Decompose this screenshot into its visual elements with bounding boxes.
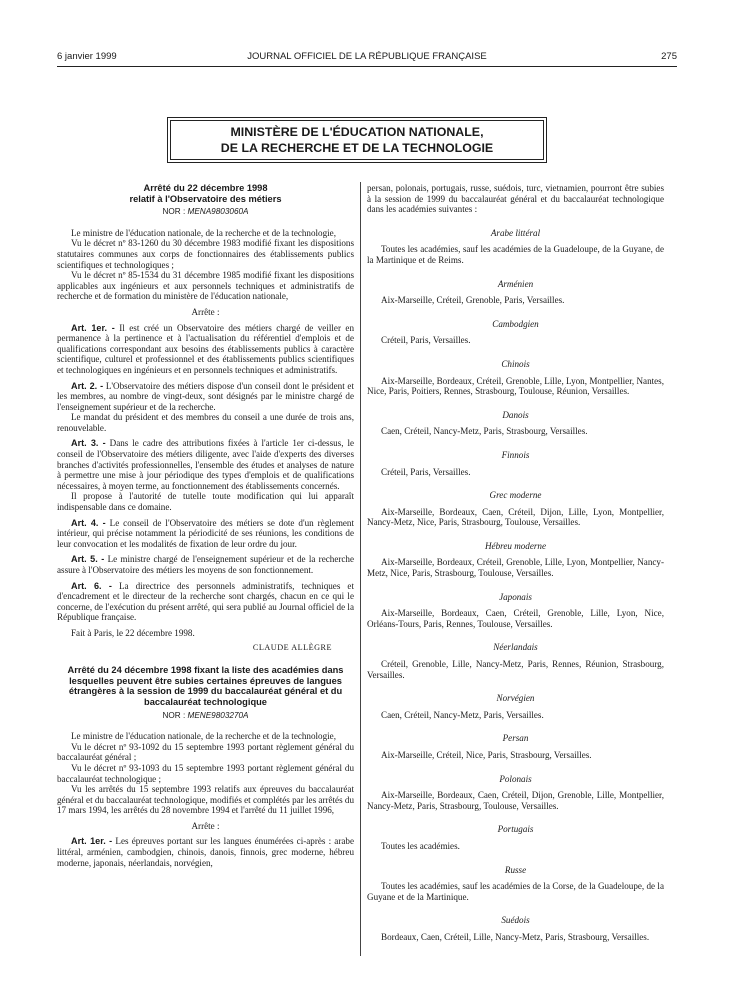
language-heading: Norvégien xyxy=(496,693,535,704)
decree1-article-2-cont: Le mandat du président et des membres du conseil a une durée de trois ans, renouvelable. xyxy=(57,412,354,433)
academy-list: Aix-Marseille, Bordeaux, Créteil, Grenoble, Lille, Lyon, Montpellier, Nantes, Nice, Paris, Poitiers, Rennes, Strasbourg, Toulouse, Réunion, Versailles. xyxy=(367,375,664,397)
article-text: Les épreuves portant sur les langues énumérées ci-après : arabe littéral, arménien, cambodgien, chinois, danois, finnois, grec moderne, hébreu moderne, japonais, néerlandais, norvégien, xyxy=(57,836,354,868)
decree2-nor-code: MENE9803270A xyxy=(187,710,249,720)
language-heading: Persan xyxy=(502,733,529,744)
ministry-box xyxy=(170,120,544,160)
language-heading: Néerlandais xyxy=(493,642,538,653)
article-label: Art. 1er. - xyxy=(71,322,115,333)
decree1-nor-label: NOR : xyxy=(162,207,186,217)
decree1-article-2 xyxy=(57,381,354,413)
academy-list: Caen, Créteil, Nancy-Metz, Paris, Versailles. xyxy=(381,709,544,720)
language-heading: Japonais xyxy=(499,591,532,602)
article-label: Art. 6. - xyxy=(71,580,112,591)
language-heading: Portugais xyxy=(497,824,534,835)
decree1-article-6 xyxy=(57,581,354,623)
article-label: Art. 2. - xyxy=(71,380,104,391)
decree1-nor-code: MENA9803060A xyxy=(187,207,249,217)
article-text: Le ministre chargé de l'enseignement supérieur et de la recherche assure à l'Observatoire des métiers les moyens de son fonctionnement. xyxy=(57,554,355,575)
decree1-visa-2: Vu le décret nº 85-1534 du 31 décembre 1985 modifié fixant les dispositions applicables aux ingénieurs et aux personnels techniques et administratifs de recherche et de formation du ministère de l'éducation nationale, xyxy=(57,270,354,302)
decree1-article-1 xyxy=(57,323,354,376)
language-heading: Polonais xyxy=(499,773,532,784)
right-column xyxy=(367,183,664,943)
article-text: Dans le cadre des attributions fixées à l'article 1er ci-dessus, le conseil de l'Observatoire des métiers diligente, avec l'aide d'experts des diverses branches d'activités professionnelles, l'ensemble des études et analyses de nature à permettre une mise à jour périodique des types d'emplois et de qualifications nécessaires, à moyen terme, au fonctionnement des établissements concernés. xyxy=(57,438,355,491)
decree1-title-line-2: relatif à l'Observatoire des métiers xyxy=(129,193,282,204)
decree2-title: Arrêté du 24 décembre 1998 fixant la liste des académies dans lesquelles peuvent être subies certaines épreuves de langues étrangères à la session de 1999 du baccalauréat général et du baccalauréat technologique xyxy=(67,665,344,707)
academy-list: Aix-Marseille, Bordeaux, Caen, Créteil, Grenoble, Lille, Lyon, Nice, Orléans-Tours, Paris, Rennes, Toulouse, Versailles. xyxy=(367,608,664,629)
academy-list: Aix-Marseille, Bordeaux, Caen, Créteil, Dijon, Grenoble, Lille, Montpellier, Nancy-Metz, Paris, Strasbourg, Toulouse, Versailles. xyxy=(367,790,664,811)
decree1-nor xyxy=(57,207,354,218)
journal-title: JOURNAL OFFICIEL DE LA RÉPUBLIQUE FRANÇAISE xyxy=(247,51,487,62)
page-header xyxy=(57,51,677,65)
academy-list: Aix-Marseille, Créteil, Grenoble, Paris, Versailles. xyxy=(381,295,565,306)
language-heading: Russe xyxy=(504,864,527,875)
article-label: Art. 4. - xyxy=(71,517,106,528)
decree1-title-line-1: Arrêté du 22 décembre 1998 xyxy=(143,183,268,193)
decree1-done: Fait à Paris, le 22 décembre 1998. xyxy=(71,627,195,638)
decree2-nor xyxy=(57,711,354,722)
decree1-article-5 xyxy=(57,554,354,575)
article-text: La directrice des personnels administratifs, techniques et d'encadrement et le directeur de la recherche sont chargés, chacun en ce qui le concerne, de l'exécution du présent arrêté, qui sera publié au Journal officiel de la République française. xyxy=(57,580,354,623)
article-label: Art. 1er. - xyxy=(71,836,113,847)
academy-list: Toutes les académies, sauf les académies de la Guadeloupe, de la Guyane, de la Martinique et de Reims. xyxy=(367,244,664,265)
academy-list: Toutes les académies, sauf les académies de la Corse, de la Guadeloupe, de la Guyane et de la Martinique. xyxy=(367,881,664,902)
decree2-article-1 xyxy=(57,836,354,868)
academy-list: Bordeaux, Caen, Créteil, Lille, Nancy-Metz, Paris, Strasbourg, Versailles. xyxy=(381,931,650,942)
academy-list: Créteil, Paris, Versailles. xyxy=(381,466,471,477)
decree2-arrete: Arrête : xyxy=(191,820,220,831)
language-heading: Danois xyxy=(502,409,529,420)
decree2-visa-2: Vu le décret nº 93-1093 du 15 septembre 1993 portant règlement général du baccalauréat technologique ; xyxy=(57,762,354,784)
ministry-line-2: DE LA RECHERCHE ET DE LA TECHNOLOGIE xyxy=(220,141,494,155)
decree2-article-1-cont: persan, polonais, portugais, russe, suédois, turc, vietnamien, pourront être subies à la session de 1999 du baccalauréat général et du baccalauréat technologique dans les académies suivantes : xyxy=(367,183,664,215)
decree2-nor-label: NOR : xyxy=(162,710,186,720)
language-list xyxy=(367,228,664,943)
language-heading: Arménien xyxy=(497,278,534,289)
academy-list: Créteil, Grenoble, Lille, Nancy-Metz, Paris, Rennes, Réunion, Strasbourg, Versailles. xyxy=(367,659,664,680)
issue-date: 6 janvier 1999 xyxy=(57,51,117,62)
academy-list: Créteil, Paris, Versailles. xyxy=(381,335,471,346)
left-column xyxy=(57,183,354,868)
decree1-article-3-cont: Il propose à l'autorité de tutelle toute modification qui lui apparaît indispensable dans ce domaine. xyxy=(57,491,354,513)
language-heading: Finnois xyxy=(501,449,530,460)
ministry-line-1: MINISTÈRE DE L'ÉDUCATION NATIONALE, xyxy=(230,125,484,139)
page-number: 275 xyxy=(661,51,677,62)
header-rule xyxy=(57,66,677,67)
academy-list: Aix-Marseille, Bordeaux, Caen, Créteil, Dijon, Lille, Lyon, Montpellier, Nancy-Metz, Nice, Paris, Strasbourg, Toulouse, Versailles. xyxy=(367,506,664,528)
academy-list: Toutes les académies. xyxy=(381,840,460,851)
decree2-visa-1: Vu le décret nº 93-1092 du 15 septembre 1993 portant règlement général du baccalauréat général ; xyxy=(57,741,354,763)
decree1-article-3 xyxy=(57,438,354,491)
article-text: Il est créé un Observatoire des métiers chargé de veiller en permanence à la pertinence et à l'actualisation du référentiel d'emplois et de qualifications correspondant aux besoins des établissements publics à caractère scientifique, culturel et professionnel et des établissements publics scientifiques et technologiques en ingénieurs et en personnels techniques et administratifs. xyxy=(57,322,355,375)
decree1-article-4 xyxy=(57,518,354,550)
academy-list: Caen, Créteil, Nancy-Metz, Paris, Strasbourg, Versailles. xyxy=(381,426,588,437)
decree1-preamble: Le ministre de l'éducation nationale, de la recherche et de la technologie, xyxy=(71,227,336,238)
language-heading: Chinois xyxy=(501,358,530,369)
column-divider xyxy=(360,182,361,956)
decree2-visa-3: Vu les arrêtés du 15 septembre 1993 relatifs aux épreuves du baccalauréat général et du baccalauréat technologique, modifiés et complétés par les arrêtés du 17 mars 1994, les arrêtés du 28 novembre 1994 et l'arrêté du 11 juillet 1996, xyxy=(57,784,354,816)
language-heading: Arabe littéral xyxy=(490,227,541,238)
language-heading: Hébreu moderne xyxy=(484,540,547,551)
article-text: Le conseil de l'Observatoire des métiers se dote d'un règlement intérieur, qui précise notamment la périodicité de ses réunions, les conditions de leur convocation et les modalités de fixation de leur ordre du jour. xyxy=(57,517,355,549)
language-heading: Grec moderne xyxy=(489,490,542,501)
language-heading: Cambodgien xyxy=(492,318,539,329)
academy-list: Aix-Marseille, Créteil, Nice, Paris, Strasbourg, Versailles. xyxy=(381,750,592,760)
language-heading: Suédois xyxy=(501,915,530,926)
decree2-preamble: Le ministre de l'éducation nationale, de la recherche et de la technologie, xyxy=(71,731,336,742)
article-text: L'Observatoire des métiers dispose d'un conseil dont le président et les membres, au nombre de vingt-deux, sont désignés par le ministre chargé de l'enseignement supérieur et de la recherche. xyxy=(57,380,354,412)
decree1-signature: CLAUDE ALLÈGRE xyxy=(252,642,332,652)
article-label: Art. 5. - xyxy=(71,554,105,565)
article-label: Art. 3. - xyxy=(71,438,106,449)
decree1-arrete: Arrête : xyxy=(191,306,220,317)
academy-list: Aix-Marseille, Bordeaux, Créteil, Grenoble, Lille, Lyon, Montpellier, Nancy-Metz, Nice, Paris, Strasbourg, Toulouse, Versailles. xyxy=(367,557,664,579)
decree1-visa-1: Vu le décret nº 83-1260 du 30 décembre 1983 modifié fixant les dispositions statutaires communes aux corps de fonctionnaires des établissements publics scientifiques et technologiques ; xyxy=(57,238,354,270)
